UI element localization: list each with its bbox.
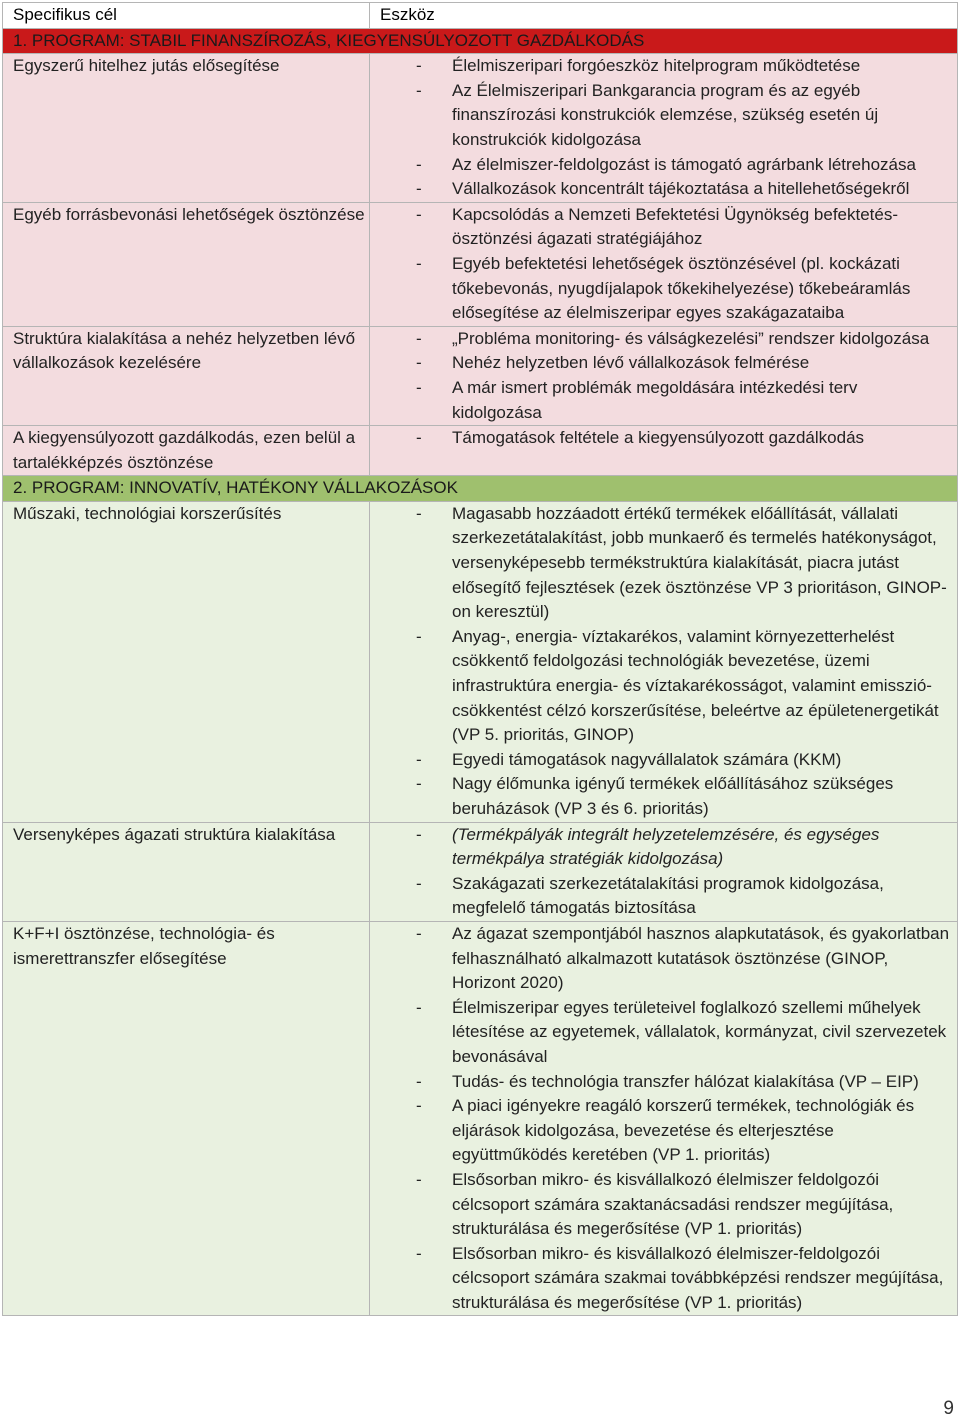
- page-number: 9: [943, 1398, 954, 1419]
- dash-bullet: -: [416, 377, 422, 397]
- tools-cell: [370, 426, 958, 476]
- list-item-text: Az élelmiszer-feldolgozást is támogató agrárbank létrehozása: [452, 154, 916, 174]
- list-item-text: Magasabb hozzáadott értékű termékek előállítását, vállalati szerkezetátalakítást, jobb munkaerő és termelés hatékonyságot, versenyképesebb termékstruktúra kialakítását, piacra jutást elősegítő fejlesztések (ezek ösztönzése VP 3 prioritáson, GINOP-on keresztül): [452, 503, 947, 622]
- goal-cell: Egyszerű hitelhez jutás elősegítése: [3, 54, 370, 203]
- list-item-text: Elsősorban mikro- és kisvállalkozó élelmiszer-feldolgozói célcsoport számára szakmai továbbképzési rendszer megújítása, strukturálása és megerősítése (VP 1. prioritás): [452, 1243, 944, 1312]
- list-item-text: Nagy élőmunka igényű termékek előállításához szükséges beruházások (VP 3 és 6. prioritás): [452, 774, 894, 818]
- tools-cell: [370, 54, 958, 203]
- section-title: 1. PROGRAM: STABIL FINANSZÍROZÁS, KIEGYENSÚLYOZOTT GAZDÁLKODÁS: [3, 28, 958, 54]
- list-item-text: Élelmiszeripar egyes területeivel foglalkozó szellemi műhelyek létesítése az egyetemek, vállalatok, kormányzat, civil szervezetek bevonásával: [452, 997, 947, 1066]
- dash-bullet: -: [416, 179, 422, 199]
- dash-bullet: -: [416, 328, 422, 348]
- goal-cell: Egyéb forrásbevonási lehetőségek ösztönzése: [3, 202, 370, 326]
- goal-cell: Versenyképes ágazati struktúra kialakítása: [3, 822, 370, 921]
- list-item-text: Az Élelmiszeripari Bankgarancia program és az egyéb finanszírozási konstrukciók elemzése, szükség esetén új konstrukciók kidolgozása: [452, 80, 879, 149]
- header-goal: Specifikus cél: [3, 3, 370, 29]
- header-tool: Eszköz: [370, 3, 958, 29]
- dash-bullet: -: [416, 253, 422, 273]
- dash-bullet: -: [416, 1243, 422, 1263]
- list-item: [380, 1168, 957, 1242]
- list-item-text: Tudás- és technológia transzfer hálózat kialakítása (VP – EIP): [452, 1071, 919, 1091]
- tools-list: [380, 327, 957, 425]
- strategy-table: [2, 2, 958, 1316]
- list-item: [380, 426, 957, 451]
- list-item: [380, 252, 957, 326]
- section-title: 2. PROGRAM: INNOVATÍV, HATÉKONY VÁLLAKOZÁSOK: [3, 476, 958, 502]
- table-row: [3, 822, 958, 921]
- dash-bullet: -: [416, 353, 422, 373]
- goal-cell: Struktúra kialakítása a nehéz helyzetben lévő vállalkozások kezelésére: [3, 326, 370, 425]
- goal-cell: K+F+I ösztönzése, technológia- és ismerettranszfer elősegítése: [3, 921, 370, 1316]
- list-item: [380, 748, 957, 773]
- tools-list: [380, 203, 957, 326]
- list-item: [380, 922, 957, 996]
- list-item: [380, 1242, 957, 1316]
- list-item: [380, 502, 957, 625]
- dash-bullet: -: [416, 503, 422, 523]
- list-item: [380, 153, 957, 178]
- section-header-row: [3, 476, 958, 502]
- dash-bullet: -: [416, 626, 422, 646]
- tools-cell: [370, 822, 958, 921]
- dash-bullet: -: [416, 428, 422, 448]
- list-item-text: Egyéb befektetési lehetőségek ösztönzésével (pl. kockázati tőkebevonás, nyugdíjalapok tőkekihelyezése) tőkebeáramlás elősegítése az élelmiszeripar egyes szakágazataiba: [452, 253, 911, 323]
- list-item: [380, 54, 957, 79]
- list-item-text: Támogatások feltétele a kiegyensúlyozott gazdálkodás: [452, 428, 865, 448]
- dash-bullet: -: [416, 154, 422, 174]
- list-item-text: Elsősorban mikro- és kisvállalkozó élelmiszer feldolgozói célcsoport számára szaktanácsadási rendszer megújítása, strukturálása és megerősítése (VP 1. prioritás): [452, 1169, 894, 1239]
- list-item: [380, 79, 957, 153]
- list-item-text: Anyag-, energia- víztakarékos, valamint környezetterhelést csökkentő feldolgozási technológiák bevezetése, üzemi infrastruktúra energia- és víztakarékosságot, valamint emisszió-csökkentést célzó korszerűsítése, beleértve az épületenergetikát (VP 5. prioritás, GINOP): [452, 626, 939, 745]
- goal-cell: Műszaki, technológiai korszerűsítés: [3, 501, 370, 822]
- dash-bullet: -: [416, 80, 422, 100]
- table-row: [3, 426, 958, 476]
- tools-list: [380, 54, 957, 202]
- strategy-table-body: [3, 3, 958, 1316]
- list-item: [380, 625, 957, 748]
- table-header-row: [3, 3, 958, 29]
- list-item: [380, 203, 957, 252]
- list-item-text: Nehéz helyzetben lévő vállalkozások felmérése: [452, 353, 810, 373]
- dash-bullet: -: [416, 1169, 422, 1189]
- list-item-text: Kapcsolódás a Nemzeti Befektetési Ügynökség befektetés-ösztönzési ágazati stratégiájához: [452, 204, 899, 249]
- dash-bullet: -: [416, 774, 422, 794]
- list-item-text: Egyedi támogatások nagyvállalatok számára (KKM): [452, 749, 842, 769]
- list-item: [380, 1094, 957, 1168]
- dash-bullet: -: [416, 1096, 422, 1116]
- tools-cell: [370, 326, 958, 425]
- dash-bullet: -: [416, 204, 422, 224]
- dash-bullet: -: [416, 749, 422, 769]
- list-item-text: Élelmiszeripari forgóeszköz hitelprogram működtetése: [452, 56, 861, 76]
- list-item: [380, 872, 957, 921]
- list-item-text: (Termékpályák integrált helyzetelemzésére, és egységes termékpálya stratégiák kidolgozása): [452, 824, 880, 869]
- dash-bullet: -: [416, 824, 422, 844]
- dash-bullet: -: [416, 923, 422, 943]
- tools-list: [380, 922, 957, 1316]
- tools-list: [380, 502, 957, 822]
- dash-bullet: -: [416, 56, 422, 76]
- table-row: [3, 202, 958, 326]
- list-item: [380, 772, 957, 821]
- dash-bullet: -: [416, 873, 422, 893]
- list-item-text: Szakágazati szerkezetátalakítási programok kidolgozása, megfelelő támogatás biztosítása: [452, 873, 884, 918]
- list-item-text: „Probléma monitoring- és válságkezelési” rendszer kidolgozása: [452, 328, 930, 348]
- list-item-text: A piaci igényekre reagáló korszerű termékek, technológiák és eljárások kidolgozása, bevezetése és elterjesztése együttműködés keretében (VP 1. prioritás): [452, 1096, 915, 1165]
- dash-bullet: -: [416, 1071, 422, 1091]
- list-item-text: A már ismert problémák megoldására intézkedési terv kidolgozása: [452, 377, 858, 422]
- table-row: [3, 54, 958, 203]
- list-item: [380, 177, 957, 202]
- list-item-text: Vállalkozások koncentrált tájékoztatása a hitellehetőségekről: [452, 179, 910, 199]
- list-item: [380, 996, 957, 1070]
- list-item: [380, 351, 957, 376]
- tools-list: [380, 426, 957, 451]
- tools-cell: [370, 202, 958, 326]
- goal-cell: A kiegyensúlyozott gazdálkodás, ezen belül a tartalékképzés ösztönzése: [3, 426, 370, 476]
- list-item: [380, 1070, 957, 1095]
- list-item: [380, 327, 957, 352]
- list-item: [380, 823, 957, 872]
- list-item-text: Az ágazat szempontjából hasznos alapkutatások, és gyakorlatban felhasználható alkalmazott kutatások ösztönzése (GINOP, Horizont 2020): [452, 923, 950, 993]
- section-header-row: [3, 28, 958, 54]
- dash-bullet: -: [416, 997, 422, 1017]
- tools-list: [380, 823, 957, 921]
- table-row: [3, 326, 958, 425]
- list-item: [380, 376, 957, 425]
- table-row: [3, 501, 958, 822]
- table-row: [3, 921, 958, 1316]
- tools-cell: [370, 921, 958, 1316]
- tools-cell: [370, 501, 958, 822]
